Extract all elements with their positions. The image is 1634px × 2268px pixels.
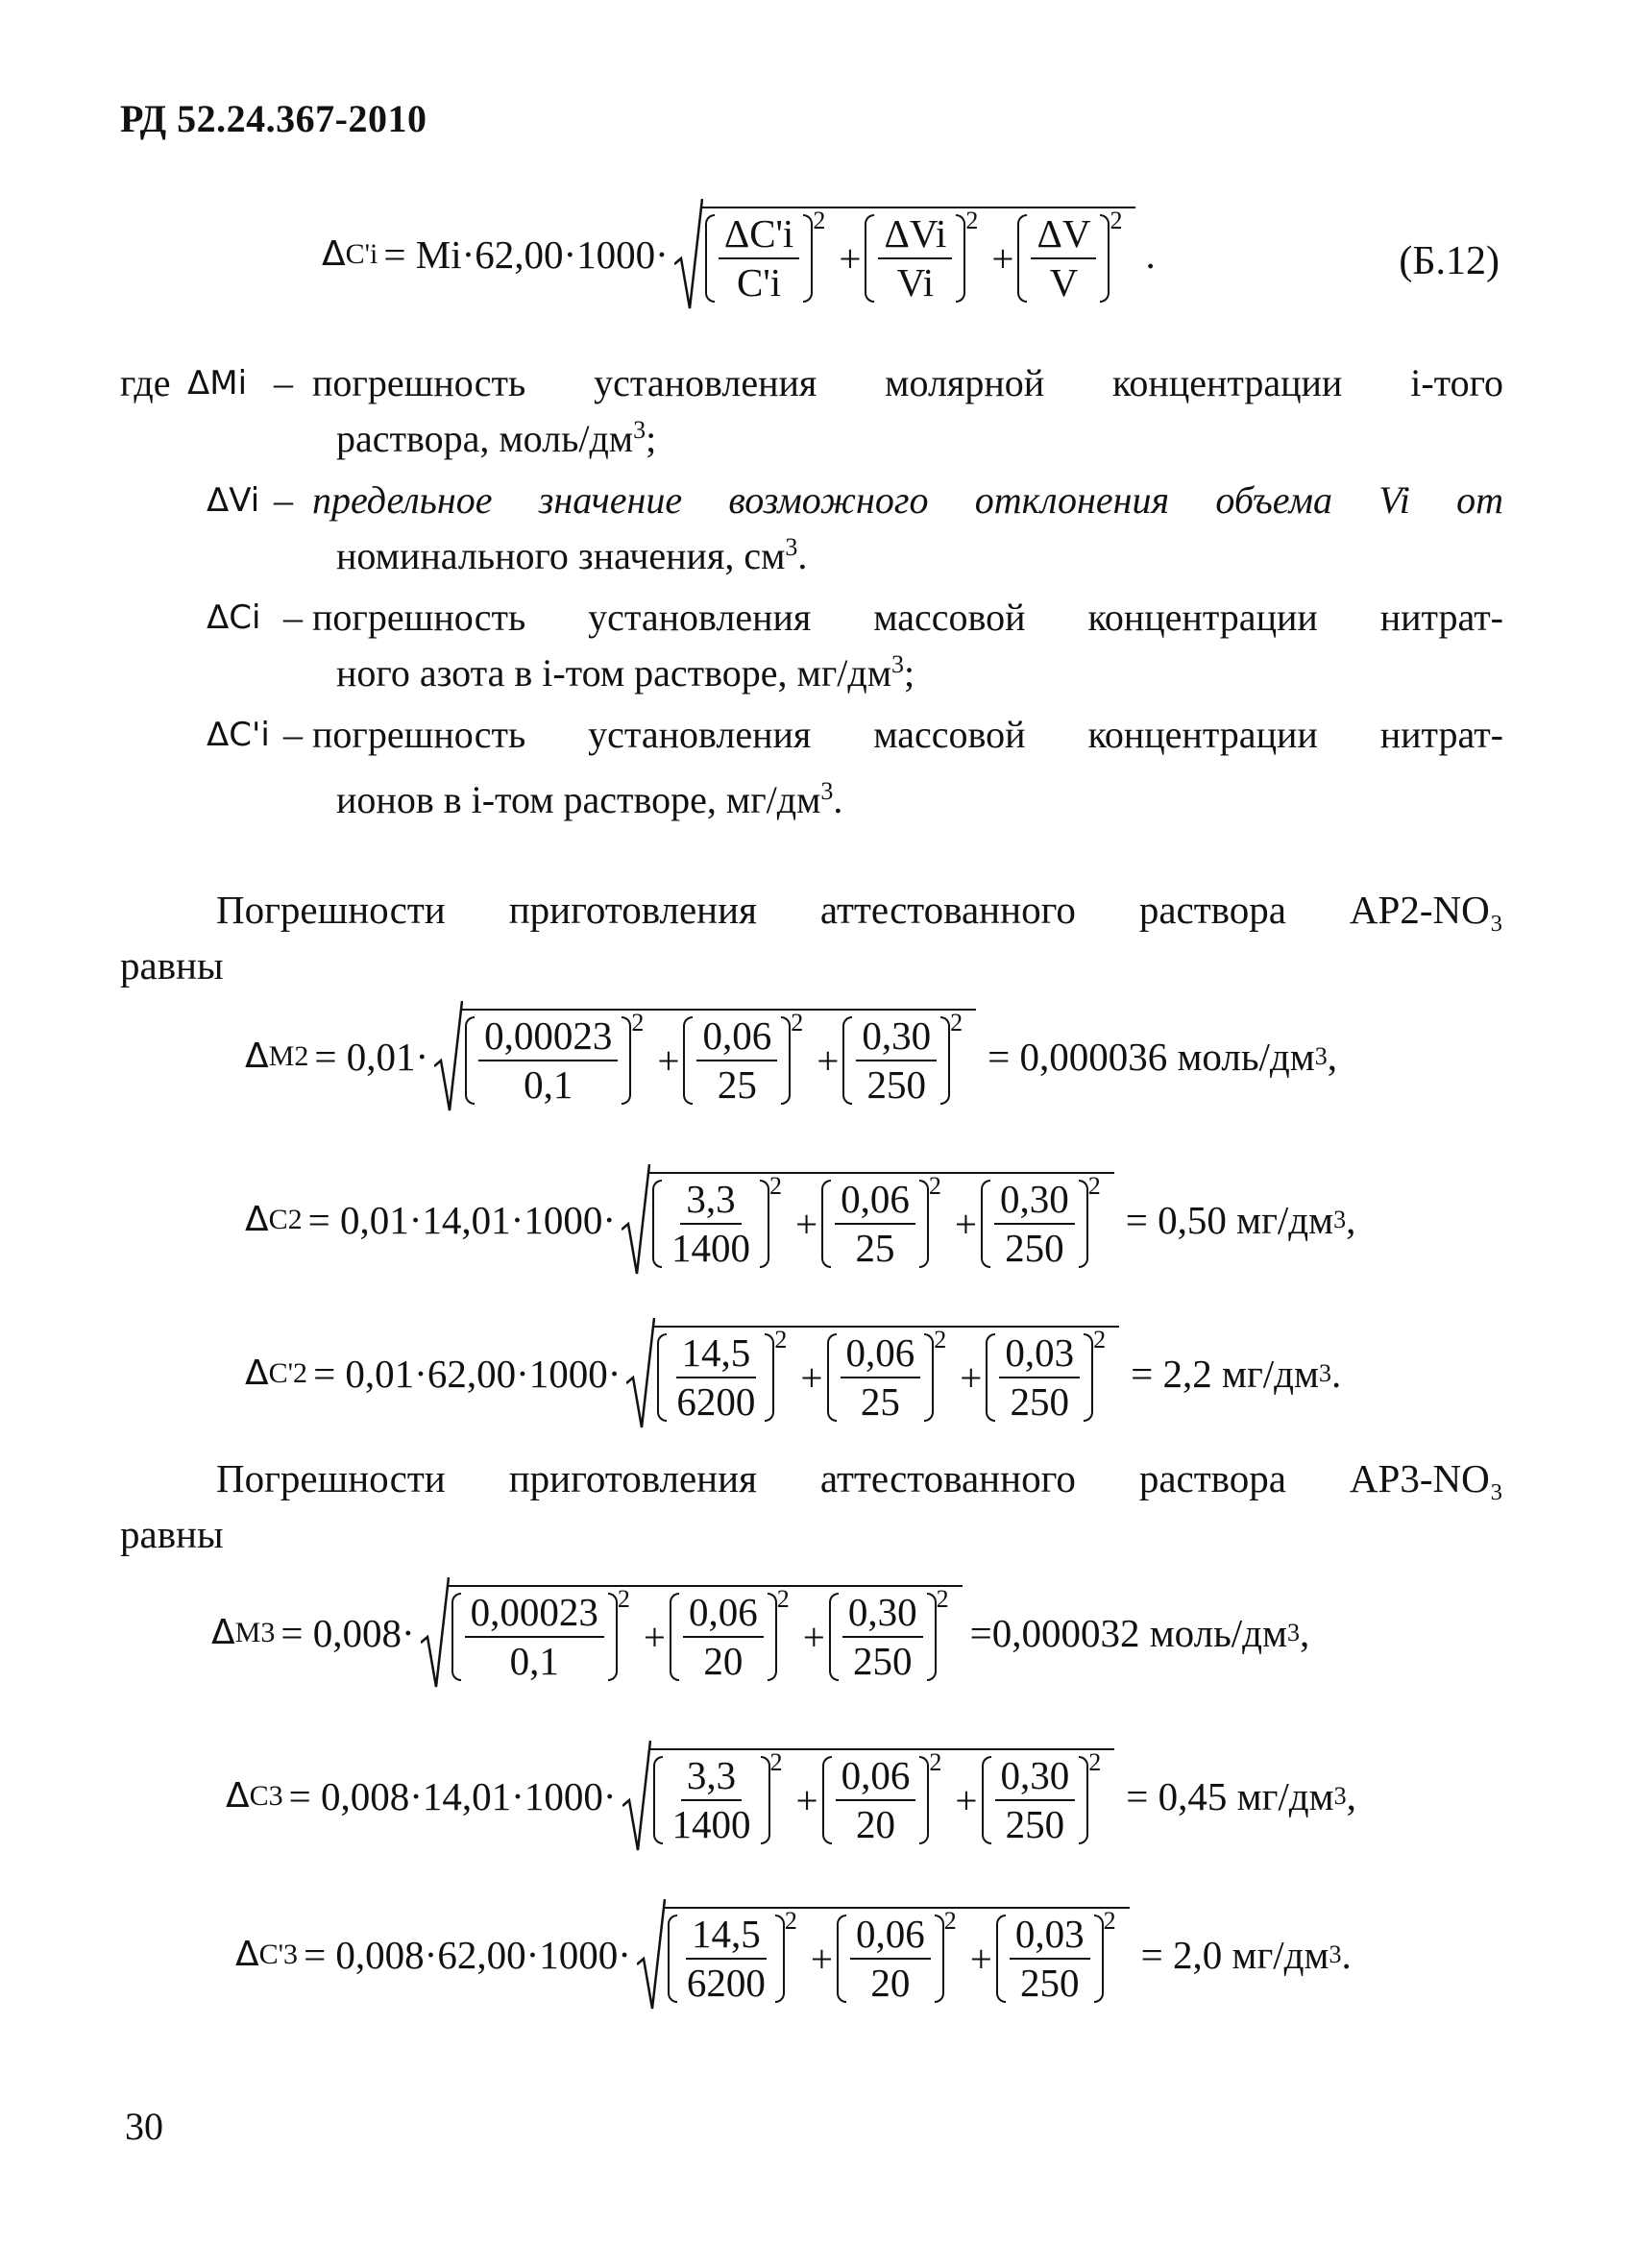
eq-m2: Δ M2 = 0,01· $\frac{0,00023}{0,1}$ 2 + $\frac{0,06}{25}$ 2 + $\frac{0,30}{250}$ 2 = 0,000036 моль/дм 3 , [245,999,1337,1114]
formula-subscript: C'2 [268,1357,308,1389]
term-numerator: 0,00023 [465,1593,604,1638]
legend-text: погрешность установления молярной концентрации i-того [312,361,1503,404]
term-denominator: 250 [866,1062,926,1107]
term-denominator: C'i [737,260,782,305]
eq-c3: Δ C3 = 0,008·14,01·1000· $\frac{3,3}{1400}$ 2 + $\frac{0,06}{20}$ 2 + $\frac{0,30}{250}$ 2 = 0,45 мг/дм 3 , [226,1739,1356,1854]
legend-symbol: ΔVi [207,481,260,520]
intro-line: равны [120,943,224,988]
term-numerator: 3,3 [680,1180,741,1225]
legend-dash: – [274,361,293,404]
formula-subscript: M3 [234,1617,276,1648]
square-root: $\frac{\Delta C'i}{C'i}$ 2 + $\frac{\text{ΔVi}}{Vi}$ 2 + $\frac{\Delta V}{V}$ 2 [674,197,1136,312]
formula-number: (Б.12) [1399,239,1500,283]
term-numerator: 0,06 [841,1333,921,1378]
punct: , [1327,1034,1337,1079]
term-denominator: 1400 [671,1802,751,1846]
radical-sign-icon [674,197,703,312]
term-numerator: 0,30 [994,1180,1075,1225]
section3-intro [120,1451,1503,1562]
legend-dash: – [274,478,293,522]
term-numerator: 0,03 [1010,1914,1090,1960]
legend-text: ионов в i-том растворе, мг/дм [336,778,821,821]
term-denominator: 25 [855,1226,895,1270]
punct: , [1300,1610,1310,1655]
punct: . [833,778,843,821]
legend-text-cont [120,411,1503,467]
formula-subscript: M2 [268,1040,309,1072]
legend-text-cont [120,528,1503,584]
section2-intro [120,882,1503,993]
term-numerator: 0,30 [842,1593,923,1638]
delta-symbol: Δ [245,1036,269,1076]
document-code: РД 52.24.367-2010 [120,97,427,140]
legend [120,355,1503,828]
term-denominator: 6200 [676,1379,756,1424]
term-numerator: 0,06 [836,1756,916,1801]
term-2 [865,211,965,305]
formula-subscript: C3 [249,1780,283,1812]
term-numerator: ΔC'i [719,214,800,259]
formula-result: = 0,50 мг/дм [1125,1197,1334,1242]
term-numerator: 0,30 [995,1756,1076,1801]
legend-symbol: ΔMi [187,364,248,402]
radical-sign-icon [434,999,463,1114]
delta-symbol: Δ [235,1935,259,1974]
legend-where: где [120,361,171,404]
term-denominator: 250 [1005,1802,1065,1846]
term-denominator: 250 [1005,1226,1064,1270]
legend-dash: – [283,713,303,756]
term-denominator: 20 [856,1802,895,1846]
delta-symbol: Δ [245,1353,269,1393]
eq-m3: Δ M3 = 0,008· $\frac{0,00023}{0,1}$ 2 + $\frac{0,06}{20}$ 2 + $\frac{0,30}{250}$ 2 =0,000032 моль/дм 3 , [211,1575,1309,1691]
term-1 [705,211,814,305]
legend-symbol: ΔCi [207,598,261,637]
legend-text: раствора, моль/дм [336,417,634,460]
term-denominator: 250 [852,1639,913,1683]
punct: ; [646,417,657,460]
legend-text-cont [120,646,1503,701]
formula-result: = 0,000036 моль/дм [988,1034,1315,1079]
formula-coefficient: = 0,008· [280,1610,415,1655]
formula-result: = 0,45 мг/дм [1126,1773,1334,1818]
radical-sign-icon [421,1575,450,1691]
formula-subscript: C'i [345,238,378,270]
delta-symbol: Δ [226,1776,250,1816]
term-denominator: 0,1 [509,1639,559,1683]
superscript: 3 [785,533,798,561]
formula-coefficient: = 0,008·14,01·1000· [288,1773,617,1818]
legend-text-cont [120,772,1503,828]
term-numerator: 14,5 [686,1914,767,1960]
legend-text: ного азота в i-том растворе, мг/дм [336,651,892,695]
term-numerator: ΔV [1031,214,1096,259]
radical-sign-icon [622,1739,651,1854]
term-3 [1017,211,1110,305]
radical-sign-icon [637,1897,666,2012]
punct: , [1346,1773,1356,1818]
legend-text: погрешность установления массовой концентрации нитрат- [312,596,1503,639]
term-denominator: 250 [1020,1961,1080,2005]
term-numerator: 0,30 [856,1016,937,1061]
page-number: 30 [125,2105,163,2148]
radical-sign-icon [626,1316,655,1431]
legend-symbol: ΔC'i [207,716,270,754]
superscript: 3 [891,650,905,678]
formula-coefficient: = 0,01·62,00·1000· [313,1351,622,1396]
punct: . [1341,1932,1352,1977]
formula-result: = 2,0 мг/дм [1140,1932,1329,1977]
term-numerator: 0,03 [999,1333,1080,1378]
legend-dash: – [283,596,303,639]
superscript: 3 [820,777,834,805]
term-numerator: 0,06 [850,1914,931,1960]
term-numerator: 14,5 [676,1333,757,1378]
formula-coefficient: = Mi·62,00·1000· [383,232,669,277]
intro-line: Погрешности приготовления аттестованного раствора АР2-NO₃ [216,888,1503,932]
formula-end: . [1145,232,1156,277]
term-denominator: 250 [1010,1379,1070,1424]
term-denominator: 0,1 [524,1062,573,1107]
intro-line: Погрешности приготовления аттестованного раствора АР3-NO₃ [216,1456,1503,1500]
formula-coefficient: = 0,008·62,00·1000· [304,1932,631,1977]
intro-line: равны [120,1512,224,1556]
punct: . [797,534,808,577]
term-numerator: 0,06 [835,1180,915,1225]
punct: . [1331,1351,1342,1396]
delta-symbol: Δ [322,234,346,274]
term-denominator: 6200 [686,1961,766,2005]
formula-coefficient: = 0,01·14,01·1000· [307,1197,616,1242]
formula-result: = 2,2 мг/дм [1131,1351,1319,1396]
term-numerator: ΔVi [878,214,952,259]
legend-text: номинального значения, см [336,534,786,577]
formula-coefficient: = 0,01· [314,1034,429,1079]
delta-symbol: Δ [245,1200,269,1239]
legend-text: погрешность установления массовой концентрации нитрат- [312,713,1503,756]
term-denominator: 25 [717,1062,757,1107]
term-denominator: 20 [703,1639,744,1683]
radical-sign-icon [622,1162,650,1278]
formula-subscript: C2 [268,1204,303,1235]
term-denominator: V [1049,260,1079,305]
term-denominator: 20 [870,1961,911,2005]
legend-text: предельное значение возможного отклонения объема Vi от [312,478,1503,522]
term-denominator: 25 [860,1379,900,1424]
term-numerator: 3,3 [681,1756,742,1801]
eq-c2-prime: Δ C'2 = 0,01·62,00·1000· $\frac{14,5}{6200}$ 2 + $\frac{0,06}{25}$ 2 + $\frac{0,03}{250}$ 2 = 2,2 мг/дм 3 . [245,1316,1341,1431]
superscript: 3 [633,416,646,444]
punct: ; [904,651,915,695]
term-denominator: Vi [896,260,935,305]
punct: , [1346,1197,1356,1242]
term-numerator: 0,06 [696,1016,777,1061]
formula-result: =0,000032 моль/дм [969,1610,1287,1655]
eq-c3-prime: Δ C'3 = 0,008·62,00·1000· $\frac{14,5}{6200}$ 2 + $\frac{0,06}{20}$ 2 + $\frac{0,03}{250}$ 2 = 2,0 мг/дм 3 . [235,1897,1352,2012]
formula-subscript: C'3 [258,1939,299,1970]
delta-symbol: Δ [211,1613,235,1652]
term-numerator: 0,00023 [478,1016,618,1061]
formula-b12 [322,197,1156,312]
eq-c2: Δ C2 = 0,01·14,01·1000· $\frac{3,3}{1400}$ 2 + $\frac{0,06}{25}$ 2 + $\frac{0,30}{250}$ 2 = 0,50 мг/дм 3 , [245,1162,1355,1278]
term-denominator: 1400 [671,1226,750,1270]
term-numerator: 0,06 [683,1593,764,1638]
